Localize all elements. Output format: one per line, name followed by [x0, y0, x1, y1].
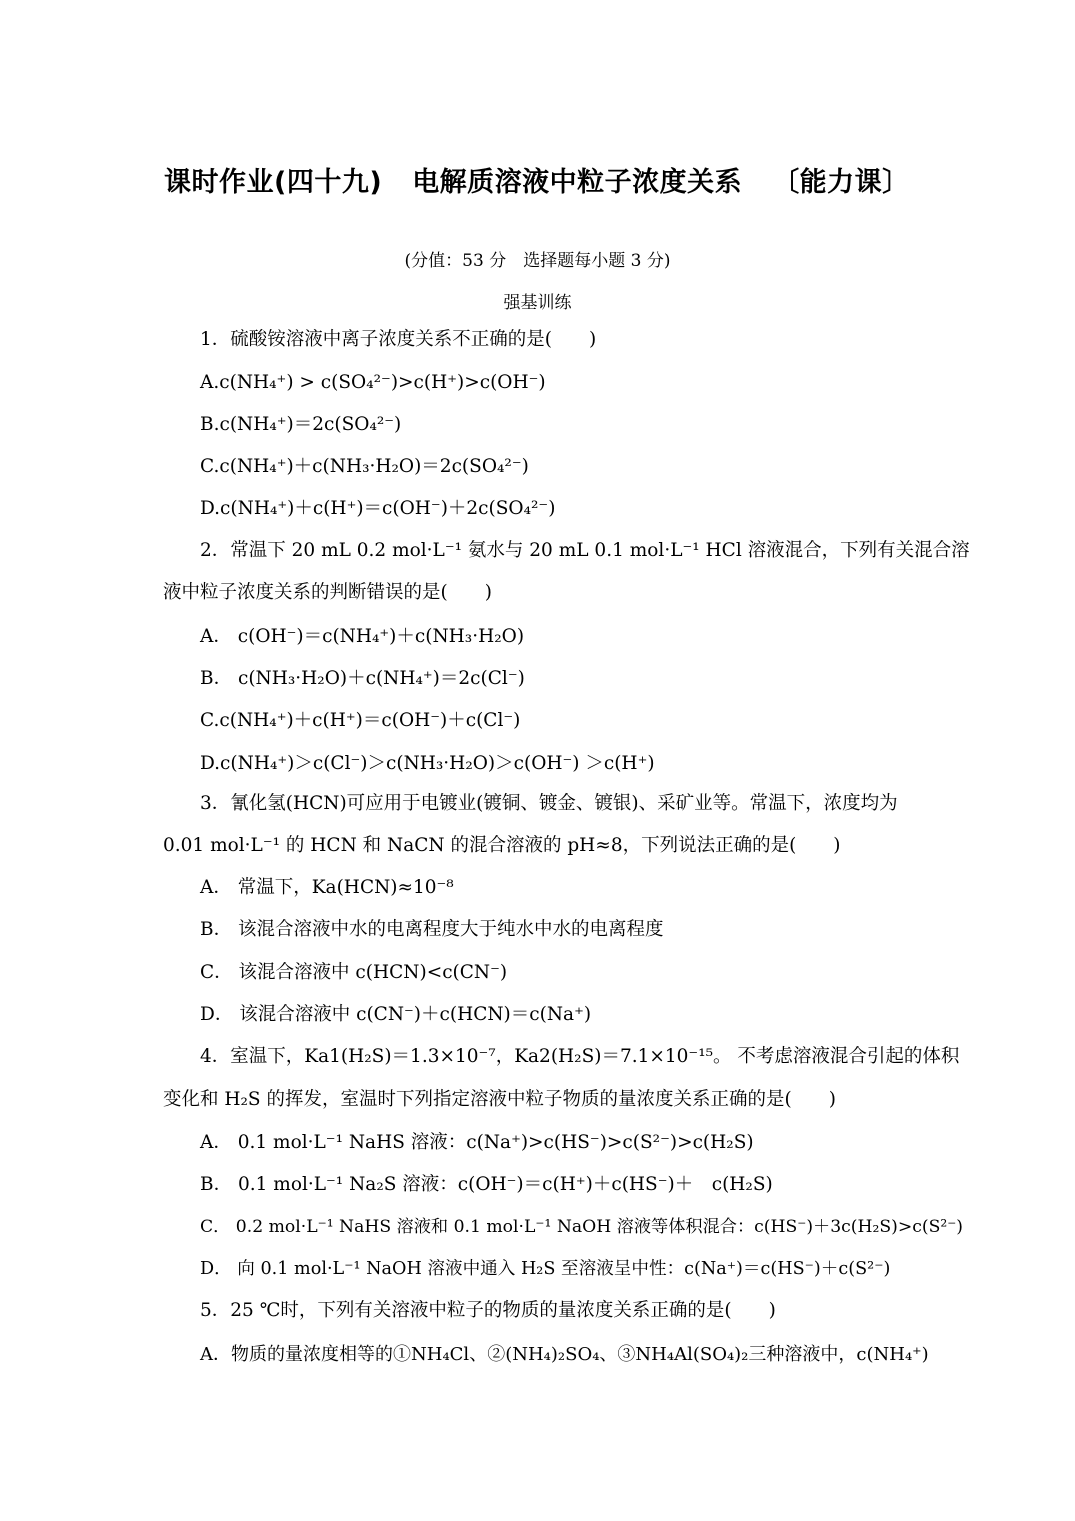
q1-option-a: A.c(NH₄⁺) > c(SO₄²⁻)>c(H⁺)>c(OH⁻): [200, 372, 546, 393]
q3-option-d: D． 该混合溶液中 c(CN⁻)＋c(HCN)＝c(Na⁺): [200, 1004, 592, 1025]
q2-option-b: B． c(NH₃·H₂O)＋c(NH₄⁺)＝2c(Cl⁻): [200, 668, 525, 689]
page-title: [164, 160, 924, 199]
q1-stem: 1．硫酸铵溶液中离子浓度关系不正确的是( ): [200, 329, 597, 350]
q3-option-c: C． 该混合溶液中 c(HCN)<c(CN⁻): [200, 962, 508, 983]
q1-option-d: D.c(NH₄⁺)＋c(H⁺)＝c(OH⁻)＋2c(SO₄²⁻): [200, 498, 556, 519]
q2-stem-line2: 液中粒子浓度关系的判断错误的是( ): [163, 582, 492, 603]
q1-option-c: C.c(NH₄⁺)＋c(NH₃·H₂O)＝2c(SO₄²⁻): [200, 456, 529, 477]
q4-stem-line1: 4．室温下，Ka1(H₂S)＝1.3×10⁻⁷，Ka2(H₂S)＝7.1×10⁻¹⁵。 不考虑溶液混合引起的体积: [200, 1046, 960, 1067]
q2-option-c: C.c(NH₄⁺)＋c(H⁺)＝c(OH⁻)＋c(Cl⁻): [200, 710, 521, 731]
q5-stem: 5．25 ℃时，下列有关溶液中粒子的物质的量浓度关系正确的是( ): [200, 1300, 776, 1321]
q1-option-b: B.c(NH₄⁺)＝2c(SO₄²⁻): [200, 414, 402, 435]
q3-stem-line2: 0.01 mol·L⁻¹ 的 HCN 和 NaCN 的混合溶液的 pH≈8，下列说法正确的是( ): [163, 835, 841, 856]
q2-option-d: D.c(NH₄⁺)＞c(Cl⁻)＞c(NH₃·H₂O)＞c(OH⁻) ＞c(H⁺): [200, 753, 655, 774]
score-note: (分值：53 分 选择题每小题 3 分): [404, 251, 671, 271]
section-heading: 强基训练: [503, 293, 572, 313]
q2-option-a: A． c(OH⁻)＝c(NH₄⁺)＋c(NH₃·H₂O): [200, 626, 525, 647]
title-topic: 电解质溶液中粒子浓度关系: [412, 167, 743, 198]
q4-option-a: A． 0.1 mol·L⁻¹ NaHS 溶液：c(Na⁺)>c(HS⁻)>c(S²⁻)>c(H₂S): [200, 1132, 754, 1153]
q4-option-d: D． 向 0.1 mol·L⁻¹ NaOH 溶液中通入 H₂S 至溶液呈中性：c(Na⁺)＝c(HS⁻)＋c(S²⁻): [200, 1259, 891, 1279]
q5-option-a: A．物质的量浓度相等的①NH₄Cl、②(NH₄)₂SO₄、③NH₄Al(SO₄)₂三种溶液中，c(NH₄⁺): [200, 1344, 929, 1365]
q4-stem-line2: 变化和 H₂S 的挥发，室温时下列指定溶液中粒子物质的量浓度关系正确的是( ): [163, 1089, 836, 1110]
q3-option-b: B． 该混合溶液中水的电离程度大于纯水中水的电离程度: [200, 919, 664, 940]
q3-stem-line1: 3．氰化氢(HCN)可应用于电镀业(镀铜、镀金、镀银)、采矿业等。常温下，浓度均为: [200, 793, 898, 814]
title-tag: 〔能力课〕: [772, 167, 910, 198]
q3-option-a: A． 常温下，Ka(HCN)≈10⁻⁸: [200, 877, 454, 898]
q2-stem-line1: 2．常温下 20 mL 0.2 mol·L⁻¹ 氨水与 20 mL 0.1 mol·L⁻¹ HCl 溶液混合，下列有关混合溶: [200, 540, 970, 561]
q4-option-b: B． 0.1 mol·L⁻¹ Na₂S 溶液：c(OH⁻)＝c(H⁺)＋c(HS⁻)＋ c(H₂S): [200, 1174, 773, 1195]
q4-option-c: C． 0.2 mol·L⁻¹ NaHS 溶液和 0.1 mol·L⁻¹ NaOH 溶液等体积混合：c(HS⁻)＋3c(H₂S)>c(S²⁻): [200, 1217, 964, 1237]
title-main: 课时作业(四十九): [164, 167, 383, 198]
